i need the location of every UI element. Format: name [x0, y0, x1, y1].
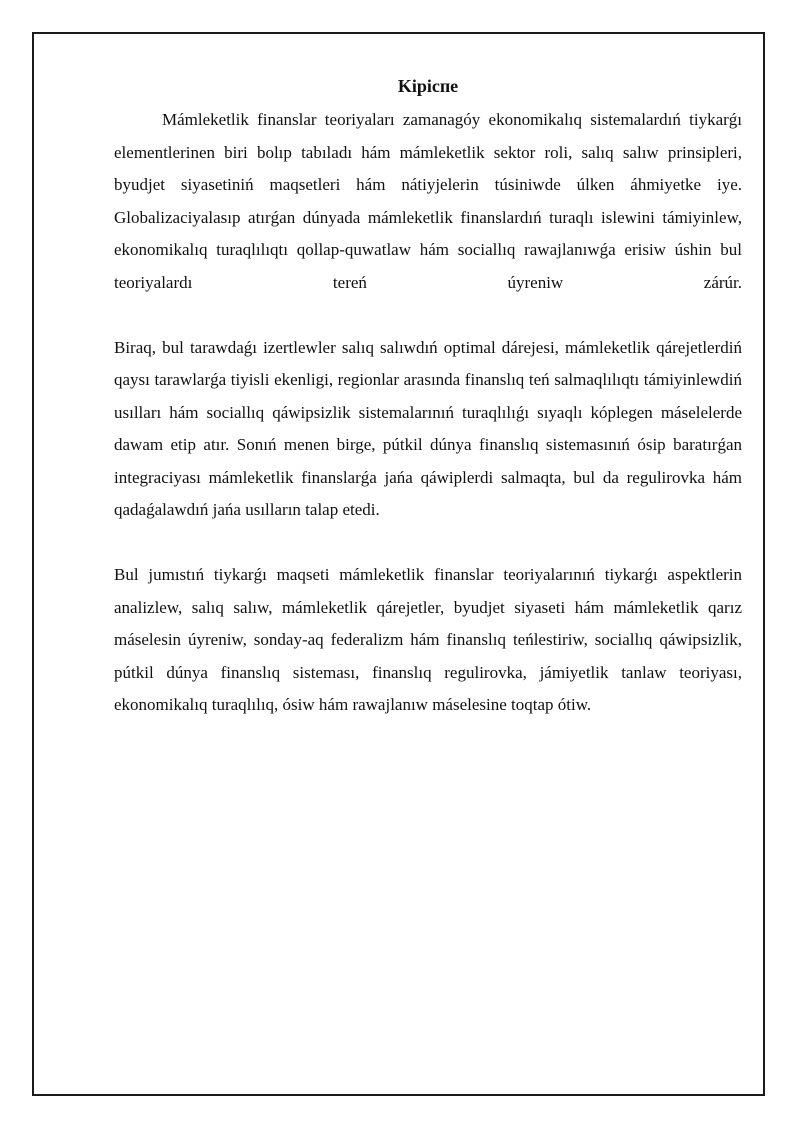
paragraph-spacer	[114, 527, 742, 560]
paragraph-spacer	[114, 299, 742, 332]
paragraph-1: Mámleketlik finanslar teoriyaları zamanagóy ekonomikalıq sistemalardıń tiykarǵı elementlerinen biri bolıp tabıladı hám mámleketlik sektor roli, salıq salıw prinsipleri, byudjet siyasetiniń maqsetleri hám nátiyjelerin túsiniwde úlken áhmiyetke iye. Globalizaciyalasıp atırǵan dúnyada mámleketlik finanslardıń turaqlı islewini támiyinlew, ekonomikalıq turaqlılıqtı qollap-quwatlaw hám sociallıq rawajlanıwǵa erisiw úshin bul teoriyalardı tereń úyreniw zárúr.	[114, 110, 742, 292]
document-title: Kipicпe	[397, 76, 459, 96]
paragraph-2: Biraq, bul tarawdaǵı izertlewler salıq salıwdıń optimal dárejesi, mámleketlik qárejetlerdiń qaysı tarawlarǵa tiyisli ekenligi, regionlar arasında finanslıq teń salmaqlılıqtı támiyinlewdiń usılları hám sociallıq qáwipsizlik sistemalarınıń turaqlılıǵı sıyaqlı kóplegen máselelerde dawam etip atır. Sonıń menen birge, pútkil dúnya finanslıq sistemasınıń ósip baratırǵan integraciyası mámleketlik finanslarǵa jańa qáwiplerdi salmaqta, bul da regulirovka hám qadaǵalawdıń jańa usılların talap etedi.	[114, 337, 742, 519]
paragraph-3: Bul jumıstıń tiykarǵı maqseti mámleketlik finanslar teoriyalarınıń tiykarǵı aspektlerin analizlew, salıq salıw, mámleketlik qárejetler, byudjet siyaseti hám mámleketlik qarız máselesin úyreniw, sonday-aq federalizm hám finanslıq teńlestiriw, sociallıq qáwipsizlik, pútkil dúnya finanslıq sisteması, finanslıq regulirovka, jámiyetlik tanlaw teoriyası, ekonomikalıq turaqlılıq, ósiw hám rawajlanıw máselesine toqtap ótiw.	[114, 565, 742, 714]
document-body	[114, 72, 742, 722]
